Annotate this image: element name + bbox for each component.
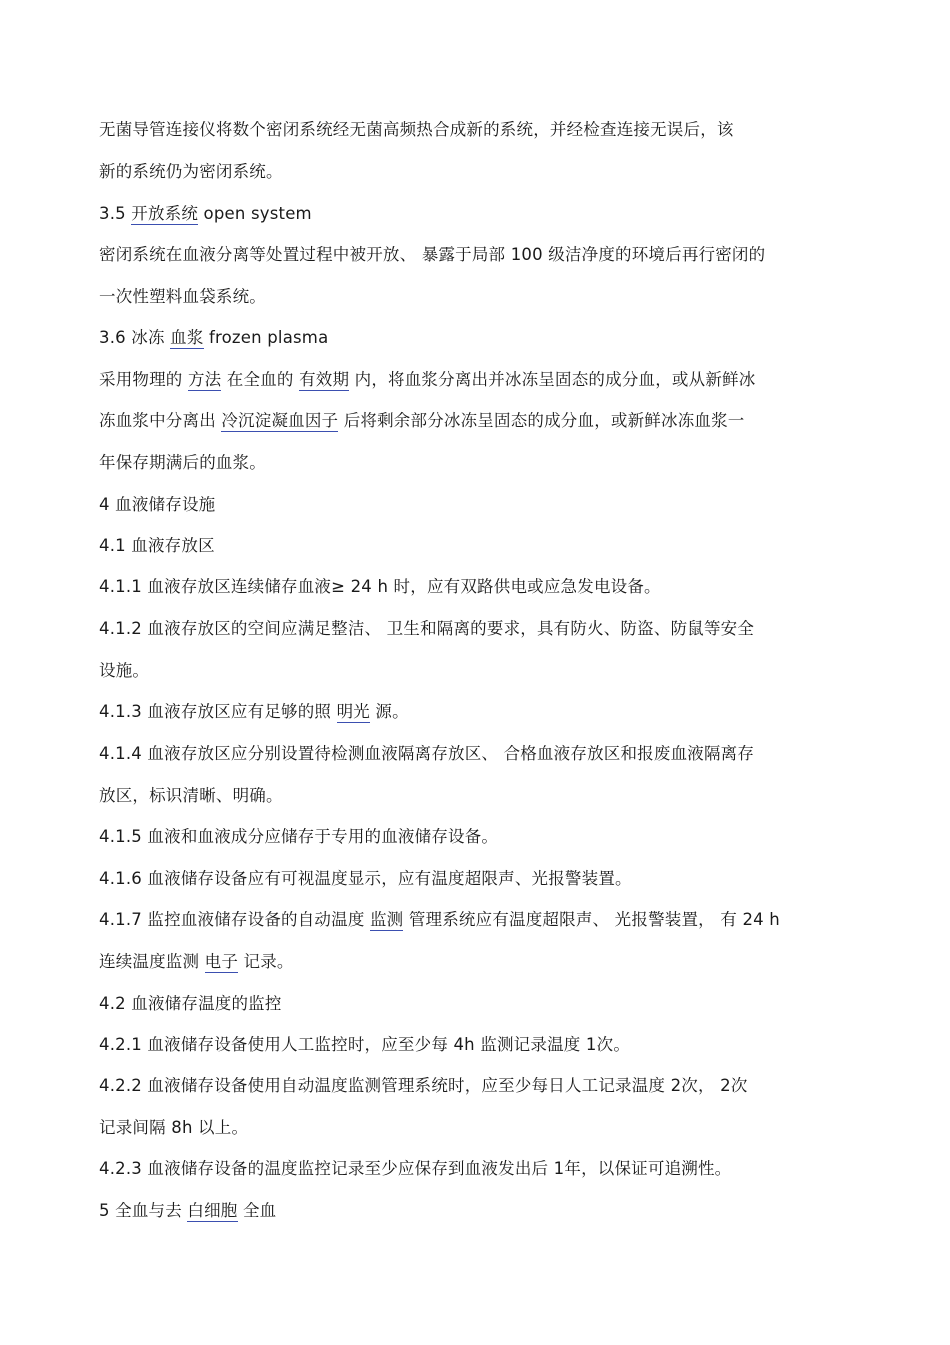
text-segment: 4 血液储存设施 bbox=[99, 495, 216, 514]
term-link[interactable]: 明光 bbox=[336, 702, 370, 721]
text-segment: 一次性塑料血袋系统。 bbox=[99, 287, 266, 306]
text-line bbox=[99, 326, 328, 350]
text-segment: 4.1.3 血液存放区应有足够的照 bbox=[99, 702, 337, 721]
text-line bbox=[99, 825, 498, 849]
text-segment: 3.5 bbox=[99, 204, 132, 223]
text-line bbox=[99, 160, 283, 184]
text-line bbox=[99, 409, 745, 433]
text-segment: 4.2.3 血液储存设备的温度监控记录至少应保存到血液发出后 1年，以保证可追溯性。 bbox=[99, 1159, 732, 1178]
text-line bbox=[99, 1199, 276, 1223]
text-segment: 管理系统应有温度超限声、 光报警装置， 有 24 h bbox=[403, 910, 780, 929]
text-segment: 采用物理的 bbox=[99, 370, 188, 389]
text-segment: 在全血的 bbox=[221, 370, 300, 389]
text-line bbox=[99, 451, 266, 475]
text-segment: 年保存期满后的血浆。 bbox=[99, 453, 266, 472]
text-segment: 放区，标识清晰、明确。 bbox=[99, 786, 283, 805]
text-line bbox=[99, 534, 215, 558]
text-segment: 4.1.1 血液存放区连续储存血液≥ 24 h 时，应有双路供电或应急发电设备。 bbox=[99, 577, 661, 596]
text-line bbox=[99, 1074, 748, 1098]
text-segment: 4.2 血液储存温度的监控 bbox=[99, 994, 282, 1013]
text-segment: open system bbox=[198, 204, 312, 223]
text-segment: 记录间隔 8h 以上。 bbox=[99, 1118, 249, 1137]
term-link[interactable]: 电子 bbox=[204, 952, 239, 971]
text-line bbox=[99, 493, 215, 517]
term-link[interactable]: 血浆 bbox=[170, 328, 204, 347]
term-link[interactable]: 开放系统 bbox=[131, 204, 199, 223]
text-line bbox=[99, 784, 283, 808]
text-line bbox=[99, 1116, 248, 1140]
text-segment: 全血 bbox=[237, 1201, 277, 1220]
text-line bbox=[99, 908, 780, 932]
text-segment: 记录。 bbox=[238, 952, 294, 971]
text-segment: 后将剩余部分冰冻呈固态的成分血，或新鲜冰冻血浆一 bbox=[338, 411, 745, 430]
text-segment: 4.1.5 血液和血液成分应储存于专用的血液储存设备。 bbox=[99, 827, 499, 846]
text-line bbox=[99, 118, 734, 142]
text-line bbox=[99, 285, 266, 309]
text-segment: 4.1.6 血液储存设备应有可视温度显示，应有温度超限声、光报警装置。 bbox=[99, 869, 632, 888]
text-line bbox=[99, 659, 149, 683]
text-line bbox=[99, 992, 282, 1016]
text-segment: 连续温度监测 bbox=[99, 952, 205, 971]
text-segment: 新的系统仍为密闭系统。 bbox=[99, 162, 283, 181]
text-line bbox=[99, 1033, 630, 1057]
term-link[interactable]: 有效期 bbox=[299, 370, 350, 389]
text-segment: 设施。 bbox=[99, 661, 150, 680]
text-line bbox=[99, 700, 409, 724]
text-line bbox=[99, 1157, 731, 1181]
text-segment: 内，将血浆分离出并冰冻呈固态的成分血，或从新鲜冰 bbox=[349, 370, 756, 389]
text-segment: 4.1 血液存放区 bbox=[99, 536, 215, 555]
text-line bbox=[99, 867, 632, 891]
text-segment: 4.2.2 血液储存设备使用自动温度监测管理系统时，应至少每日人工记录温度 2次， 2次 bbox=[99, 1076, 748, 1095]
term-link[interactable]: 方法 bbox=[187, 370, 222, 389]
text-segment: 无菌导管连接仪将数个密闭系统经无菌高频热合成新的系统，并经检查连接无误后，该 bbox=[99, 120, 734, 139]
text-segment: 5 全血与去 bbox=[99, 1201, 188, 1220]
text-line bbox=[99, 742, 754, 766]
text-line bbox=[99, 950, 294, 974]
text-line bbox=[99, 368, 755, 392]
text-line bbox=[99, 202, 312, 226]
text-segment: 密闭系统在血液分离等处置过程中被开放、 暴露于局部 100 级洁净度的环境后再行密闭的 bbox=[99, 245, 766, 264]
term-link[interactable]: 冷沉淀凝血因子 bbox=[221, 411, 339, 430]
text-line bbox=[99, 617, 754, 641]
term-link[interactable]: 监测 bbox=[369, 910, 404, 929]
text-segment: 4.1.7 监控血液储存设备的自动温度 bbox=[99, 910, 370, 929]
text-segment: 4.1.2 血液存放区的空间应满足整洁、 卫生和隔离的要求，具有防火、防盗、防鼠等安全 bbox=[99, 619, 755, 638]
text-segment: frozen plasma bbox=[203, 328, 329, 347]
text-segment: 源。 bbox=[369, 702, 409, 721]
text-segment: 冻血浆中分离出 bbox=[99, 411, 222, 430]
term-link[interactable]: 白细胞 bbox=[187, 1201, 238, 1220]
text-line bbox=[99, 243, 765, 267]
text-segment: 4.1.4 血液存放区应分别设置待检测血液隔离存放区、 合格血液存放区和报废血液隔离存 bbox=[99, 744, 755, 763]
text-segment: 3.6 冰冻 bbox=[99, 328, 171, 347]
text-segment: 4.2.1 血液储存设备使用人工监控时，应至少每 4h 监测记录温度 1次。 bbox=[99, 1035, 631, 1054]
text-line bbox=[99, 575, 661, 599]
